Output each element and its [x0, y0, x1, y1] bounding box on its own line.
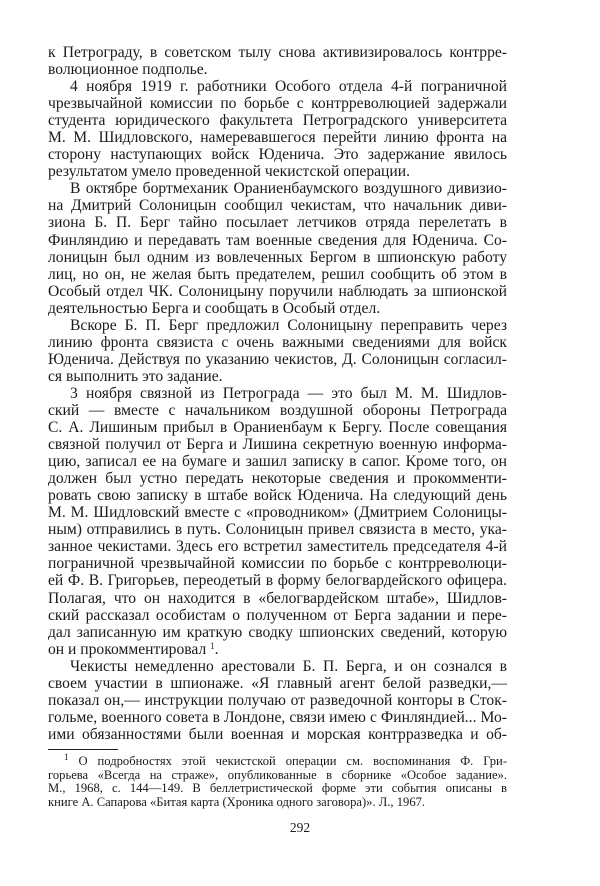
line-text: линию фронта связиста с очень важными сведениями для войск	[48, 333, 507, 351]
line-text: студента юридического факультета Петроградского университета	[48, 112, 507, 130]
text-line	[48, 283, 507, 300]
paragraph	[48, 78, 507, 180]
footnote-line	[48, 769, 507, 783]
text-line	[48, 726, 507, 743]
text-line	[48, 572, 507, 589]
line-text: гольме, военного совета в Лондоне, связи имею с Финляндией... Мо-	[48, 708, 507, 726]
text-line	[48, 607, 507, 624]
line-text: на Дмитрий Солоницын сообщил чекистам, что начальник диви-	[48, 197, 507, 215]
text-line	[48, 334, 507, 351]
line-text: должен был устно передать некоторые сведения и прокомменти-	[48, 470, 507, 488]
line-text: лоницын был одним из вовлеченных Бергом в шпионскую работу	[48, 248, 507, 266]
text-line	[48, 419, 507, 436]
paragraph	[48, 180, 507, 316]
line-text: своем участии в шпионаже. «Я главный агент белой разведки,—	[48, 674, 507, 692]
line-text: 3 ноября связной из Петрограда — это был М. М. Шидлов-	[70, 384, 507, 402]
text-line	[48, 95, 507, 112]
footnote-line	[48, 752, 507, 769]
text-line	[48, 197, 507, 214]
footnote-separator	[48, 749, 118, 750]
text-line	[48, 266, 507, 283]
line-text: М. М. Шидловский вместе с «проводником» (Дмитрием Солоницы-	[48, 504, 507, 522]
line-text: ей Ф. В. Григорьев, переодетый в форму белогвардейского офицера.	[48, 572, 507, 590]
text-line	[48, 232, 507, 249]
text-line	[48, 555, 507, 572]
text-line	[48, 436, 507, 453]
text-line	[48, 624, 507, 641]
line-text: С. А. Лишиным прибыл в Ораниенбаум к Бергу. После совещания	[48, 419, 507, 437]
line-text: результатом умело проведенной чекистской операции.	[48, 163, 410, 181]
text-line	[48, 112, 507, 129]
line-text: дал записанную им краткую сводку шпионских сведений, которую	[48, 623, 507, 641]
line-text: зиона Б. П. Берг тайно посылает летчиков отряда перелетать в	[48, 214, 507, 232]
text-line	[48, 44, 507, 61]
paragraph	[48, 658, 507, 743]
text-line	[48, 163, 507, 180]
line-text: М. М. Шидловского, намеревавшегося перейти линию фронта на	[48, 129, 507, 147]
footnote-text: О подробностях этой чекистской операции см. воспоминания Ф. Гри-	[78, 754, 507, 768]
text-line	[48, 368, 507, 385]
text-line	[48, 61, 507, 78]
footnote-text: книге А. Сапарова «Битая карта (Хроника одного заговора)». Л., 1967.	[48, 795, 426, 810]
paragraph	[48, 44, 507, 78]
line-text: пограничной чрезвычайной комиссии по борьбе с контрреволюци-	[48, 555, 507, 573]
main-text	[48, 44, 507, 743]
line-text: Особый отдел ЧК. Солоницыну поручили наблюдать за шпионской	[48, 282, 507, 300]
line-text: ся выполнить это задание.	[48, 367, 223, 385]
text-line	[48, 470, 507, 487]
line-text: волюционное подполье.	[48, 61, 208, 79]
paragraph	[48, 385, 507, 658]
text-line	[48, 214, 507, 231]
line-text: занное чекистами. Здесь его встретил заместитель председателя 4-й	[48, 538, 507, 556]
page-number: 292	[289, 820, 311, 835]
line-text: лиц, но он, не желая быть предателем, решил сообщить об этом в	[48, 265, 507, 283]
text-line	[48, 78, 507, 95]
text-line	[48, 249, 507, 266]
text-line	[48, 521, 507, 538]
footnote-text: горьева «Всегда на страже», опубликованные в сборнике «Особое задание».	[48, 767, 507, 782]
text-line	[48, 180, 507, 197]
line-text: показал он,— инструкции получаю от разведочной конторы в Сток-	[48, 691, 507, 709]
text-line	[48, 402, 507, 419]
line-text: ский рассказал особистам о полученном от Берга задании и пере-	[48, 606, 507, 624]
line-text: он и прокомментировал	[48, 640, 207, 658]
line-text: сторону наступающих войск Юденича. Это задержание явилось	[48, 146, 507, 164]
text-line	[48, 675, 507, 692]
text-line	[48, 317, 507, 334]
text-line	[48, 658, 507, 675]
footnote-line	[48, 796, 507, 810]
line-text: деятельностью Берга и сообщать в Особый отдел.	[48, 299, 381, 317]
text-line	[48, 300, 507, 317]
text-line	[48, 692, 507, 709]
text-line	[48, 453, 507, 470]
line-text: ский — вместе с начальником воздушной обороны Петрограда	[48, 401, 507, 419]
text-line	[48, 504, 507, 521]
line-text: В октябре бортмеханик Ораниенбаумского воздушного дивизио-	[70, 180, 507, 198]
footnotes	[48, 752, 507, 810]
line-text: Вскоре Б. П. Берг предложил Солоницыну переправить через	[70, 316, 507, 334]
paragraph	[48, 317, 507, 385]
text-line	[48, 709, 507, 726]
text-line	[48, 385, 507, 402]
line-text: Полагая, что он находится в «белогвардейском штабе», Шидлов-	[48, 589, 507, 607]
line-text: цию, записал ее на бумаге и зашил записку в сапог. Кроме того, он	[48, 453, 507, 471]
line-text: Чекисты немедленно арестовали Б. П. Берга, и он сознался в	[70, 657, 507, 675]
text-line	[48, 129, 507, 146]
line-text: к Петрограду, в советском тылу снова активизировалось контрре-	[48, 44, 507, 61]
text-line	[48, 351, 507, 368]
text-line	[48, 146, 507, 163]
line-text: чрезвычайной комиссии по борьбе с контрреволюцией задержали	[48, 95, 507, 113]
footnote-text: М., 1968, с. 144—149. В беллетристической форме эти события описаны в	[48, 781, 507, 796]
line-text: ровать свою записку в штабе войск Юденича. На следующий день	[48, 487, 507, 505]
line-text: Финляндию и передавать там военные сведения для Юденича. Со-	[48, 231, 507, 249]
text-line	[48, 590, 507, 607]
line-text: 4 ноября 1919 г. работники Особого отдела 4-й пограничной	[70, 78, 507, 96]
line-text: ими обязанностями были военная и морская контрразведка и об-	[48, 725, 507, 743]
line-text: Юденича. Действуя по указанию чекистов, Д. Солоницын согласил-	[48, 350, 507, 368]
footnote-reference: 1	[210, 640, 215, 651]
footnote-mark: 1	[64, 752, 69, 762]
footnote-line	[48, 782, 507, 796]
text-line	[48, 487, 507, 504]
text-line: он и прокомментировал $^1$.	[48, 640, 219, 658]
line-text: связной получил от Берга и Лишина секретную военную информа-	[48, 436, 507, 454]
text-line	[48, 538, 507, 555]
line-text: ным) отправились в путь. Солоницын привел связиста в место, ука-	[48, 521, 507, 539]
